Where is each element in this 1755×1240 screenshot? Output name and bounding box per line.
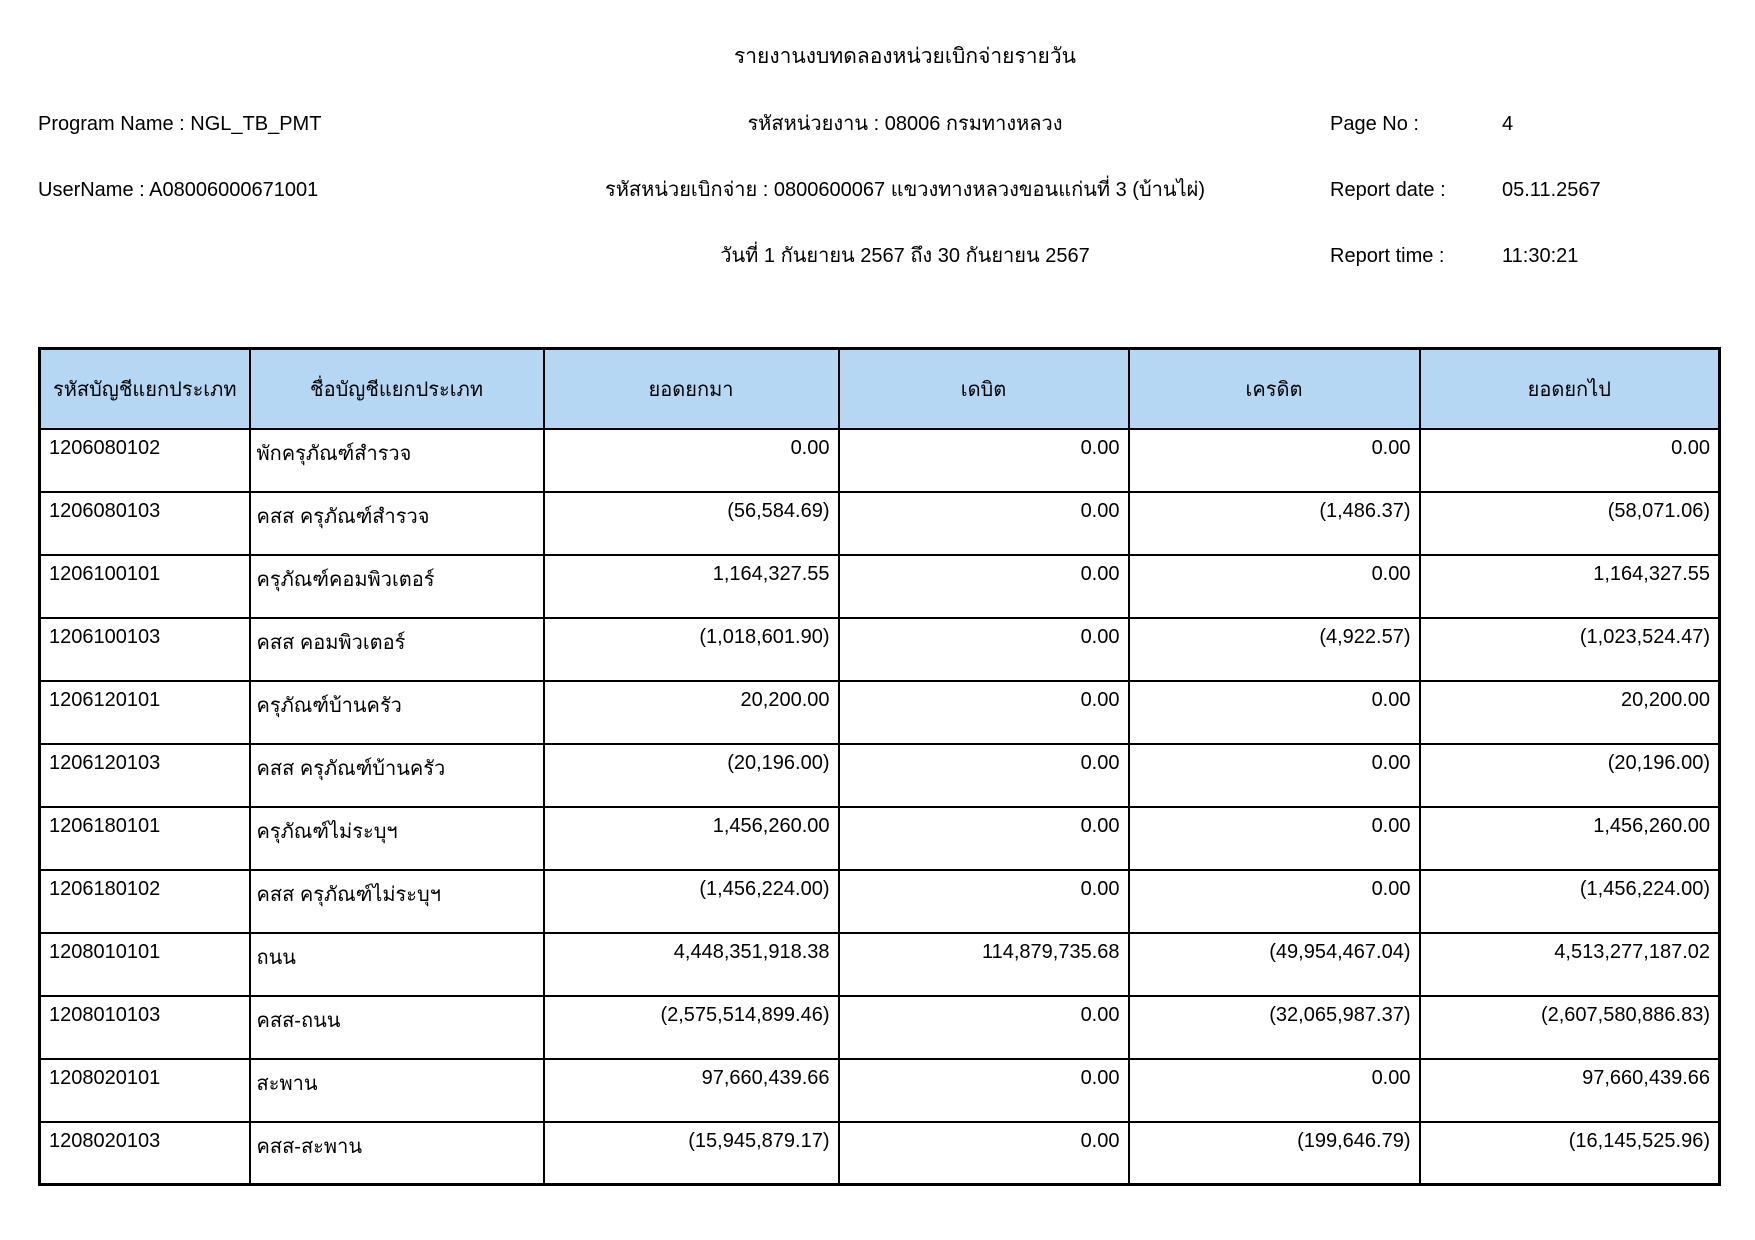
credit-cell: (49,954,467.04) xyxy=(1129,933,1420,996)
ending-balance-cell: 0.00 xyxy=(1420,429,1720,492)
account-code-cell: 1206120101 xyxy=(40,681,250,744)
account-code-cell: 1208010101 xyxy=(40,933,250,996)
ending-balance-cell: 1,164,327.55 xyxy=(1420,555,1720,618)
ending-balance-cell: 97,660,439.66 xyxy=(1420,1059,1720,1122)
ending-balance-cell: (1,456,224.00) xyxy=(1420,870,1720,933)
beginning-balance-cell: (15,945,879.17) xyxy=(544,1122,839,1185)
debit-cell: 0.00 xyxy=(839,1059,1129,1122)
credit-cell: 0.00 xyxy=(1129,429,1420,492)
account-code-cell: 1206100101 xyxy=(40,555,250,618)
account-code-cell: 1208010103 xyxy=(40,996,250,1059)
table-row xyxy=(40,1122,1720,1185)
account-code-cell: 1206180102 xyxy=(40,870,250,933)
beginning-balance-cell: 0.00 xyxy=(544,429,839,492)
account-name-cell: คสส คอมพิวเตอร์ xyxy=(250,618,544,681)
ending-balance-cell: (58,071.06) xyxy=(1420,492,1720,555)
ending-balance-cell: (1,023,524.47) xyxy=(1420,618,1720,681)
account-code-cell: 1206080102 xyxy=(40,429,250,492)
column-header-credit: เครดิต xyxy=(1129,349,1420,429)
table-row xyxy=(40,807,1720,870)
account-code-cell: 1208020101 xyxy=(40,1059,250,1122)
page-no-value: 4 xyxy=(1502,113,1514,135)
disbursement-unit-line: รหัสหน่วยเบิกจ่าย : 0800600067 แขวงทางหลวงขอนแก่นที่ 3 (บ้านไผ่) xyxy=(604,179,1206,201)
debit-cell: 0.00 xyxy=(839,618,1129,681)
beginning-balance-cell: (1,018,601.90) xyxy=(544,618,839,681)
column-header-account-name: ชื่อบัญชีแยกประเภท xyxy=(250,349,544,429)
account-name-cell: ครุภัณฑ์ไม่ระบุฯ xyxy=(250,807,544,870)
credit-cell: 0.00 xyxy=(1129,681,1420,744)
account-name-cell: คสส ครุภัณฑ์บ้านครัว xyxy=(250,744,544,807)
table-row xyxy=(40,555,1720,618)
account-code-cell: 1206180101 xyxy=(40,807,250,870)
column-header-account-code: รหัสบัญชีแยกประเภท xyxy=(40,349,250,429)
ending-balance-cell: (16,145,525.96) xyxy=(1420,1122,1720,1185)
credit-cell: (199,646.79) xyxy=(1129,1122,1420,1185)
account-code-cell: 1208020103 xyxy=(40,1122,250,1185)
debit-cell: 0.00 xyxy=(839,996,1129,1059)
trial-balance-table xyxy=(38,347,1721,1186)
ending-balance-cell: 20,200.00 xyxy=(1420,681,1720,744)
table-row xyxy=(40,1059,1720,1122)
report-time-value: 11:30:21 xyxy=(1502,245,1579,267)
ending-balance-cell: 4,513,277,187.02 xyxy=(1420,933,1720,996)
account-name-cell: สะพาน xyxy=(250,1059,544,1122)
credit-cell: 0.00 xyxy=(1129,1059,1420,1122)
credit-cell: 0.00 xyxy=(1129,555,1420,618)
account-name-cell: พักครุภัณฑ์สำรวจ xyxy=(250,429,544,492)
beginning-balance-cell: 1,164,327.55 xyxy=(544,555,839,618)
column-header-beginning-balance: ยอดยกมา xyxy=(544,349,839,429)
ending-balance-cell: 1,456,260.00 xyxy=(1420,807,1720,870)
debit-cell: 0.00 xyxy=(839,681,1129,744)
credit-cell: (1,486.37) xyxy=(1129,492,1420,555)
account-name-cell: คสส-สะพาน xyxy=(250,1122,544,1185)
report-title-row xyxy=(0,40,1755,73)
column-header-ending-balance: ยอดยกไป xyxy=(1420,349,1720,429)
beginning-balance-cell: (56,584.69) xyxy=(544,492,839,555)
header-row-3 xyxy=(0,239,1755,271)
agency-code-line: รหัสหน่วยงาน : 08006 กรมทางหลวง xyxy=(747,113,1063,135)
debit-cell: 0.00 xyxy=(839,807,1129,870)
beginning-balance-cell: 20,200.00 xyxy=(544,681,839,744)
beginning-balance-cell: 1,456,260.00 xyxy=(544,807,839,870)
date-range-line: วันที่ 1 กันยายน 2567 ถึง 30 กันยายน 2567 xyxy=(720,245,1090,267)
account-name-cell: คสส ครุภัณฑ์สำรวจ xyxy=(250,492,544,555)
credit-cell: (32,065,987.37) xyxy=(1129,996,1420,1059)
credit-cell: (4,922.57) xyxy=(1129,618,1420,681)
credit-cell: 0.00 xyxy=(1129,870,1420,933)
table-row xyxy=(40,744,1720,807)
account-code-cell: 1206080103 xyxy=(40,492,250,555)
header-row-1 xyxy=(0,107,1755,139)
account-name-cell: ครุภัณฑ์คอมพิวเตอร์ xyxy=(250,555,544,618)
account-name-cell: ครุภัณฑ์บ้านครัว xyxy=(250,681,544,744)
report-date-value: 05.11.2567 xyxy=(1502,179,1601,201)
beginning-balance-cell: 4,448,351,918.38 xyxy=(544,933,839,996)
table-row xyxy=(40,933,1720,996)
table-row xyxy=(40,681,1720,744)
credit-cell: 0.00 xyxy=(1129,807,1420,870)
table-row xyxy=(40,429,1720,492)
debit-cell: 0.00 xyxy=(839,744,1129,807)
report-date-group xyxy=(1330,179,1755,202)
page-no-label: Page No : xyxy=(1330,113,1419,135)
beginning-balance-cell: (20,196.00) xyxy=(544,744,839,807)
table-header xyxy=(40,349,1720,429)
account-name-cell: คสส ครุภัณฑ์ไม่ระบุฯ xyxy=(250,870,544,933)
table-row xyxy=(40,870,1720,933)
account-code-cell: 1206120103 xyxy=(40,744,250,807)
account-name-cell: คสส-ถนน xyxy=(250,996,544,1059)
account-name-cell: ถนน xyxy=(250,933,544,996)
ending-balance-cell: (20,196.00) xyxy=(1420,744,1720,807)
account-code-cell: 1206100103 xyxy=(40,618,250,681)
page-no-group xyxy=(1330,113,1755,136)
report-title: รายงานงบทดลองหน่วยเบิกจ่ายรายวัน xyxy=(733,45,1077,68)
debit-cell: 0.00 xyxy=(839,870,1129,933)
beginning-balance-cell: 97,660,439.66 xyxy=(544,1059,839,1122)
program-name-line: Program Name : NGL_TB_PMT xyxy=(38,113,322,135)
table-row xyxy=(40,618,1720,681)
beginning-balance-cell: (1,456,224.00) xyxy=(544,870,839,933)
report-time-label: Report time : xyxy=(1330,245,1445,267)
header-row-2 xyxy=(0,173,1755,205)
report-time-group xyxy=(1330,245,1755,268)
debit-cell: 0.00 xyxy=(839,429,1129,492)
debit-cell: 114,879,735.68 xyxy=(839,933,1129,996)
username-line: UserName : A08006000671001 xyxy=(38,179,319,201)
table-row xyxy=(40,492,1720,555)
debit-cell: 0.00 xyxy=(839,492,1129,555)
beginning-balance-cell: (2,575,514,899.46) xyxy=(544,996,839,1059)
debit-cell: 0.00 xyxy=(839,1122,1129,1185)
column-header-debit: เดบิต xyxy=(839,349,1129,429)
report-date-label: Report date : xyxy=(1330,179,1446,201)
table-row xyxy=(40,996,1720,1059)
debit-cell: 0.00 xyxy=(839,555,1129,618)
credit-cell: 0.00 xyxy=(1129,744,1420,807)
ending-balance-cell: (2,607,580,886.83) xyxy=(1420,996,1720,1059)
